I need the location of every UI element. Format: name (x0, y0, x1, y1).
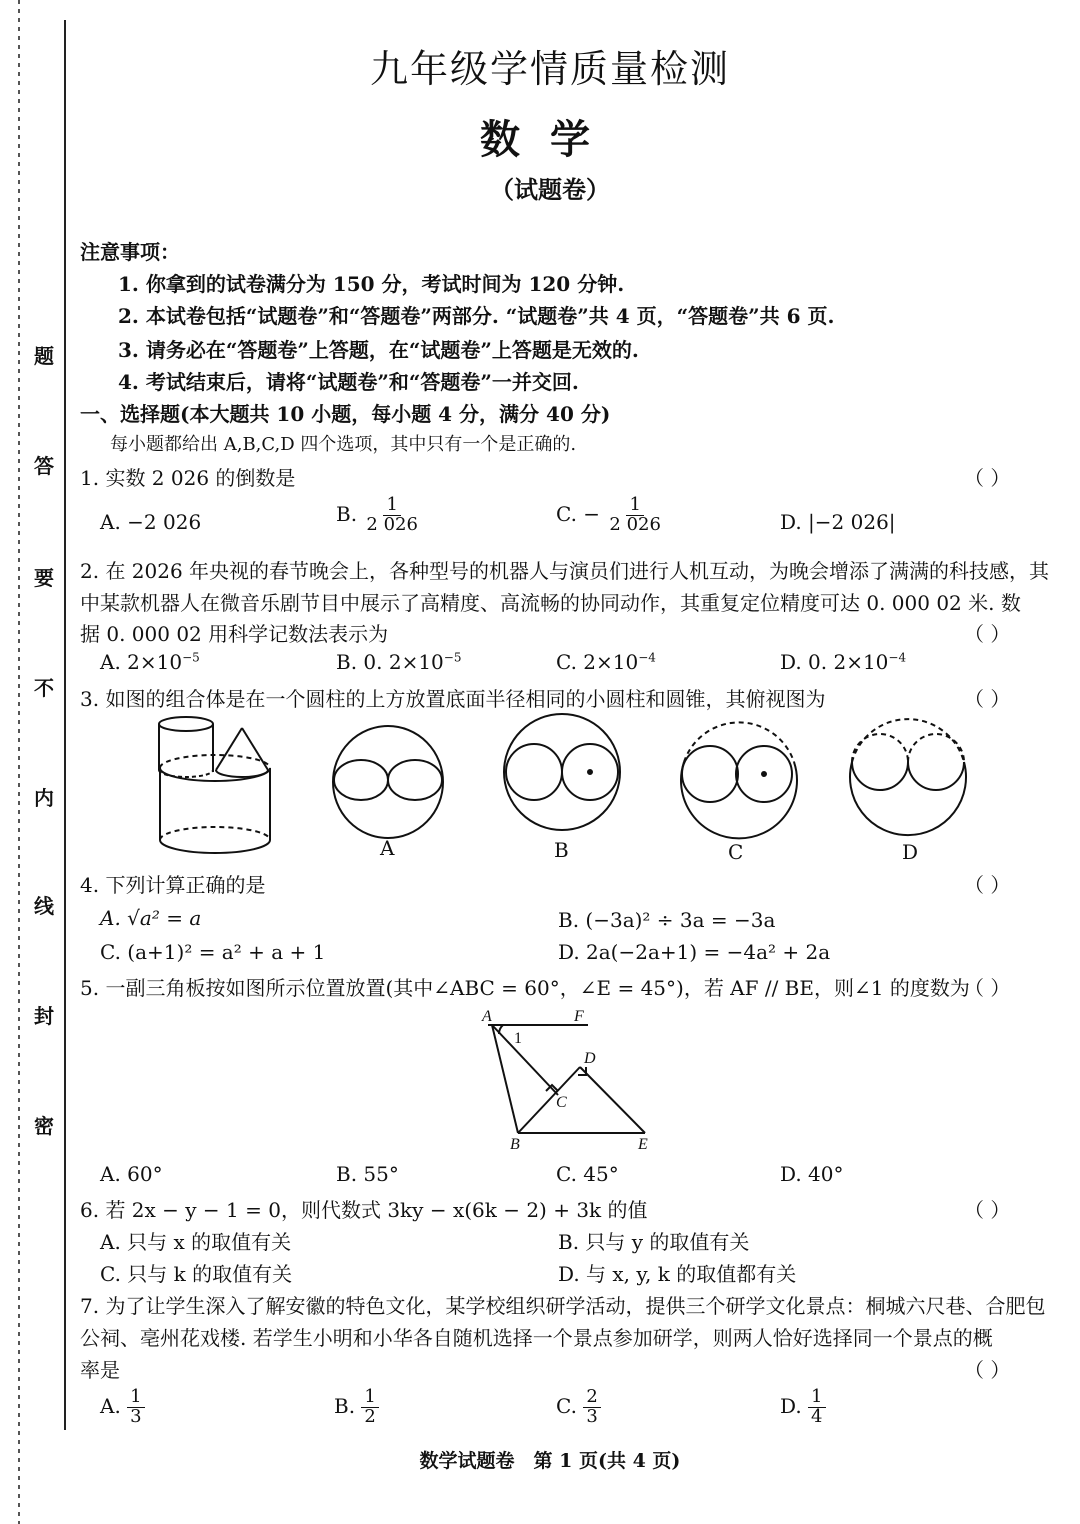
q3-label-a: A (380, 836, 395, 860)
q2-line1: 2. 在 2026 年央视的春节晚会上，各种型号的机器人与演员们进行人机互动，为晚会增添了满满的科技感，其 (80, 559, 1050, 583)
q7-option-b: B. $\frac{1}{2}$ (334, 1388, 379, 1427)
subject-title: 数学 (480, 116, 620, 163)
q6-stem: 6. 若 2x − y − 1 = 0，则代数式 3ky − x(6k − 2) + 3k 的值 (80, 1198, 648, 1222)
q3-stem: 3. 如图的组合体是在一个圆柱的上方放置底面半径相同的小圆柱和圆锥，其俯视图为 (80, 687, 826, 711)
q6-option-c: C. 只与 k 的取值有关 (100, 1262, 293, 1286)
q4-option-c: C. (a+1)² = a² + a + 1 (100, 940, 326, 964)
section-instruction: 每小题都给出 A,B,C,D 四个选项，其中只有一个是正确的. (110, 434, 577, 455)
q6-answer-bracket: （ ） (964, 1198, 1011, 1222)
q5-label-f: F (574, 1008, 584, 1025)
q7-line3: 率是 (80, 1358, 120, 1382)
q2-option-b: B. 0. $2\times 10^{-5}$ (336, 650, 462, 674)
q5-answer-bracket: （ ） (964, 976, 1011, 1000)
q5-label-c: C (556, 1094, 567, 1111)
q2-option-d: D. 0. $2\times 10^{-4}$ (780, 650, 907, 674)
q2-line3: 据 0. 000 02 用科学记数法表示为 (80, 622, 389, 646)
q5-figure (470, 1005, 670, 1155)
margin-char-0: 答 (34, 454, 54, 478)
q5-label-e: E (638, 1136, 648, 1153)
notice-item-2: 2. 本试卷包括“试题卷”和“答题卷”两部分. “试题卷”共 4 页，“答题卷”共 6 页. (118, 304, 835, 328)
q5-label-1: 1 (514, 1030, 522, 1047)
q7-option-d: D. $\frac{1}{4}$ (780, 1388, 826, 1427)
q3-option-d-figure (850, 719, 966, 835)
q4-option-d: D. 2a(−2a+1) = −4a² + 2a (558, 940, 831, 964)
q7-answer-bracket: （ ） (964, 1358, 1011, 1382)
q3-label-d: D (902, 840, 919, 864)
margin-char-5: 线 (34, 894, 54, 918)
q2-option-a: A. $2\times 10^{-5}$ (100, 650, 200, 674)
exam-title: 九年级学情质量检测 (369, 47, 730, 91)
page-footer: 数学试题卷 第 1 页(共 4 页) (419, 1450, 681, 1472)
q1-option-c: C. − $\frac{1}{2 026}$ (556, 494, 661, 535)
notice-item-3: 3. 请务必在“答题卷”上答题，在“试题卷”上答题是无效的. (118, 338, 639, 362)
q1-answer-bracket: （ ） (964, 466, 1011, 490)
q3-option-b-figure (504, 714, 620, 830)
q6-option-d: D. 与 x, y, k 的取值都有关 (558, 1262, 797, 1286)
q1-option-b: B. $\frac{1}{2 026}$ (336, 494, 418, 535)
q5-option-b: B. 55° (336, 1162, 399, 1186)
q5-label-b: B (510, 1136, 520, 1153)
notice-item-4: 4. 考试结束后，请将“试题卷”和“答题卷”一并交回. (118, 370, 579, 394)
q5-label-a: A (482, 1008, 492, 1025)
margin-char-4: 内 (34, 786, 54, 810)
margin-rule (64, 20, 66, 1430)
section-title: 一、选择题(本大题共 10 小题，每小题 4 分，满分 40 分) (80, 402, 611, 426)
q6-option-a: A. 只与 x 的取值有关 (100, 1230, 292, 1254)
q7-option-a: A. $\frac{1}{3}$ (100, 1388, 145, 1427)
margin-char-2: 要 (34, 566, 54, 590)
q7-line1: 7. 为了让学生深入了解安徽的特色文化，某学校组织研学活动，提供三个研学文化景点：桐城六尺巷、合肥包 (80, 1294, 1046, 1318)
q4-stem: 4. 下列计算正确的是 (80, 873, 266, 897)
q1-option-d: D. |−2 026| (780, 510, 896, 534)
q4-option-b: B. (−3a)² ÷ 3a = −3a (558, 908, 776, 932)
q6-option-b: B. 只与 y 的取值有关 (558, 1230, 750, 1254)
q3-label-c: C (728, 840, 744, 864)
paper-type: （试题卷） (490, 175, 610, 204)
q5-stem: 5. 一副三角板按如图所示位置放置(其中∠ABC = 60°，∠E = 45°)，若 AF // BE，则∠1 的度数为 (80, 976, 970, 1000)
q5-option-a: A. 60° (100, 1162, 163, 1186)
margin-char-7: 密 (34, 1114, 54, 1138)
q3-label-b: B (554, 838, 569, 862)
q5-label-d: D (584, 1050, 596, 1067)
q7-line2: 公祠、亳州花戏楼. 若学生小明和小华各自随机选择一个景点参加研学，则两人恰好选择同一个景点的概 (80, 1326, 993, 1350)
q1-option-a: A. −2 026 (100, 510, 202, 534)
q2-answer-bracket: （ ） (964, 622, 1011, 646)
binding-dashed-line (18, 0, 20, 1524)
q7-option-c: C. $\frac{2}{3}$ (556, 1388, 601, 1427)
q5-option-c: C. 45° (556, 1162, 619, 1186)
q4-answer-bracket: （ ） (964, 873, 1011, 897)
notice-item-1: 1. 你拿到的试卷满分为 150 分，考试时间为 120 分钟. (118, 272, 625, 296)
q3-option-a-figure (333, 726, 443, 838)
q1-stem: 1. 实数 2 026 的倒数是 (80, 466, 296, 490)
q3-option-c-figure (681, 722, 797, 838)
margin-char-3: 不 (34, 676, 54, 700)
q2-option-c: C. $2\times 10^{-4}$ (556, 650, 656, 674)
q5-option-d: D. 40° (780, 1162, 844, 1186)
q2-line2: 中某款机器人在微音乐剧节目中展示了高精度、高流畅的协同动作，其重复定位精度可达 0. 000 02 米. 数 (80, 591, 1021, 615)
q3-solid-figure (159, 717, 270, 853)
margin-char-6: 封 (34, 1004, 54, 1028)
notice-heading: 注意事项： (80, 240, 180, 264)
margin-char-1: 题 (34, 344, 54, 368)
q4-option-a: A. √a² = a (100, 906, 202, 930)
q3-answer-bracket: （ ） (964, 687, 1011, 711)
